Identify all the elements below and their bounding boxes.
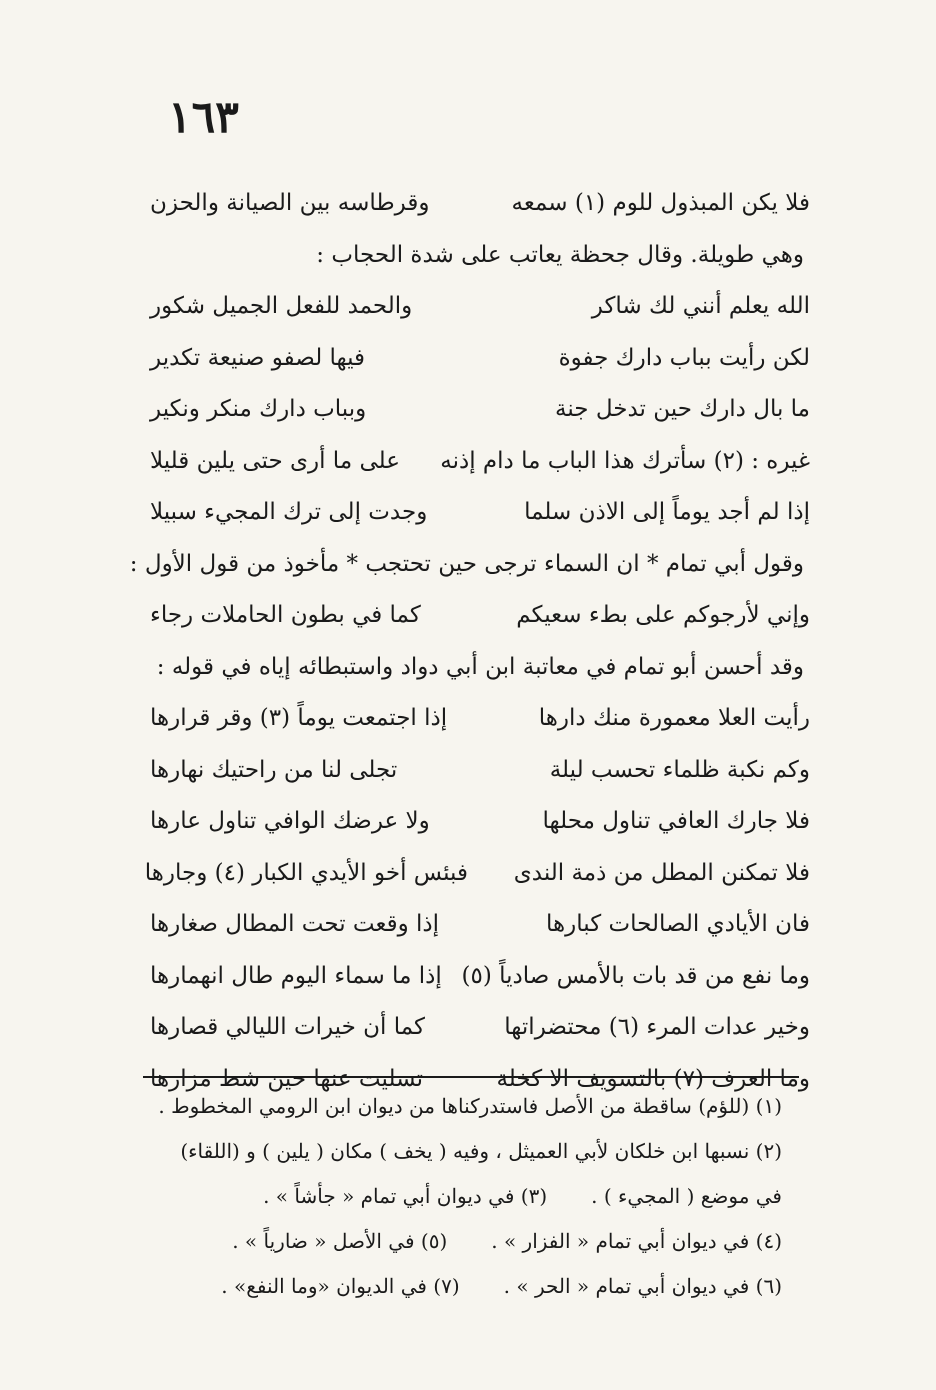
- footnote-line: [150, 1219, 810, 1264]
- verse-second-hemistich: ولا عرضك الوافي تناول عارها: [150, 808, 430, 834]
- verse-second-hemistich: إذا اجتمعت يوماً (٣) وقر قرارها: [150, 705, 448, 731]
- verse-line: [150, 590, 810, 642]
- prose-line: وهي طويلة. وقال جحظة يعاتب على شدة الحجاب :: [316, 241, 804, 268]
- prose-line: وقول أبي تمام * ان السماء ترجى حين تحتجب * مأخوذ من قول الأول :: [129, 550, 804, 577]
- footnotes: [150, 1084, 810, 1309]
- footnote-line: [150, 1174, 810, 1219]
- prose-line: وقد أحسن أبو تمام في معاتبة ابن أبي دواد واستبطائه إياه في قوله :: [156, 653, 804, 680]
- footnote-text: (٥) في الأصل « ضارياً » .: [232, 1229, 448, 1253]
- verse-line: [150, 384, 810, 436]
- verse-second-hemistich: وبباب دارك منكر ونكير: [150, 396, 367, 422]
- verse-first-hemistich: وإني لأرجوكم على بطء سعيكم: [516, 602, 810, 628]
- verse-first-hemistich: وما العرف (٧) بالتسويف الا كخلة: [496, 1065, 810, 1092]
- footnote-text: (٣) في ديوان أبي تمام « جأشاً » .: [263, 1184, 548, 1208]
- verse-second-hemistich: تسليت عنها حين شط مزارها: [150, 1065, 423, 1092]
- verse-first-hemistich: فلا جارك العافي تناول محلها: [542, 808, 810, 834]
- verse-first-hemistich: فلا تمكنن المطل من ذمة الندى: [513, 859, 810, 886]
- verse-line: [150, 281, 810, 333]
- verse-second-hemistich: وجدت إلى ترك المجيء سبيلا: [150, 499, 428, 525]
- verse-line: [150, 693, 810, 745]
- verse-second-hemistich: على ما أرى حتى يلين قليلا: [150, 447, 400, 474]
- verse-second-hemistich: إذا ما سماء اليوم طال انهمارها: [150, 962, 442, 989]
- verse-first-hemistich: إذا لم أجد يوماً إلى الاذن سلما: [524, 499, 810, 525]
- verse-second-hemistich: فيها لصفو صنيعة تكدير: [150, 344, 366, 371]
- verse-second-hemistich: كما في بطون الحاملات رجاء: [150, 602, 421, 628]
- verse-first-hemistich: فلا يكن المبذول للوم (١) سمعه: [511, 190, 810, 216]
- verse-line: [150, 1002, 810, 1054]
- body-text: [129, 178, 810, 1105]
- footnote-divider: [143, 1076, 799, 1078]
- verse-line: [150, 178, 810, 230]
- verse-line: [150, 796, 810, 848]
- verse-line: [144, 848, 810, 900]
- footnote-text: (٦) في ديوان أبي تمام « الحر » .: [503, 1274, 782, 1298]
- verse-first-hemistich: وكم نكبة ظلماء تحسب ليلة: [549, 756, 810, 783]
- footnote-text: في موضع ( المجيء ) .: [591, 1184, 782, 1208]
- verse-line: [150, 899, 810, 951]
- verse-second-hemistich: فبئس أخو الأيدي الكبار (٤) وجارها: [144, 859, 468, 886]
- verse-line: [150, 487, 810, 539]
- verse-second-hemistich: تجلى لنا من راحتيك نهارها: [150, 756, 398, 783]
- verse-first-hemistich: غيره : (٢) سأترك هذا الباب ما دام إذنه: [440, 447, 810, 474]
- verse-second-hemistich: والحمد للفعل الجميل شكور: [150, 293, 413, 319]
- verse-first-hemistich: فان الأيادي الصالحات كبارها: [546, 911, 810, 937]
- verse-first-hemistich: وخير عدات المرء (٦) محتضراتها: [504, 1014, 810, 1040]
- verse-line: [150, 436, 810, 488]
- verse-first-hemistich: وما نفع من قد بات بالأمس صادياً (٥): [461, 962, 810, 989]
- footnote-line: [150, 1084, 810, 1129]
- footnote-text: (٢) نسبها ابن خلكان لأبي العميثل ، وفيه ( يخف ) مكان ( يلين ) و (اللقاء): [180, 1139, 782, 1163]
- verse-line: [150, 951, 810, 1003]
- page-number: ١٦٣: [168, 92, 239, 143]
- verse-second-hemistich: كما أن خيرات الليالي قصارها: [150, 1014, 426, 1040]
- verse-line: [150, 333, 810, 385]
- verse-first-hemistich: الله يعلم أنني لك شاكر: [591, 293, 810, 319]
- footnote-text: (١) (للؤم) ساقطة من الأصل فاستدركناها من ديوان ابن الرومي المخطوط .: [158, 1094, 782, 1118]
- footnote-line: [150, 1129, 810, 1174]
- verse-line: [150, 745, 810, 797]
- verse-second-hemistich: وقرطاسه بين الصيانة والحزن: [150, 190, 430, 216]
- verse-first-hemistich: رأيت العلا معمورة منك دارها: [538, 705, 810, 731]
- verse-second-hemistich: إذا وقعت تحت المطال صغارها: [150, 911, 440, 937]
- footnote-text: (٤) في ديوان أبي تمام « الفزار » .: [491, 1229, 782, 1253]
- footnote-line: [150, 1264, 810, 1309]
- verse-first-hemistich: ما بال دارك حين تدخل جنة: [555, 396, 810, 422]
- footnote-text: (٧) في الديوان «وما النفع» .: [221, 1274, 460, 1298]
- verse-first-hemistich: لكن رأيت بباب دارك جفوة: [558, 344, 810, 371]
